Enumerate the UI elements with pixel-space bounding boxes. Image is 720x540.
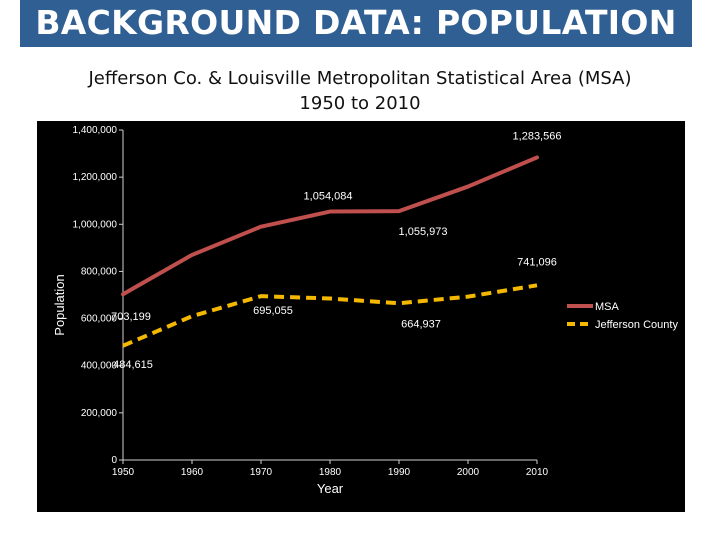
x-tick-label: 1990 (387, 467, 411, 478)
y-tick-label: 400,000 (80, 360, 117, 372)
y-tick-label: 0 (111, 455, 117, 466)
y-tick-label: 1,400,000 (72, 125, 117, 136)
data-label: 484,615 (113, 358, 153, 371)
x-tick-label: 1960 (180, 467, 204, 478)
legend-label: Jefferson County (595, 319, 678, 331)
y-tick-label: 1,200,000 (72, 172, 117, 184)
data-label: 1,055,973 (398, 226, 448, 239)
x-tick-label: 1950 (111, 467, 135, 478)
chart-panel (37, 121, 685, 512)
x-tick-label: 2010 (525, 467, 549, 478)
legend-label: MSA (595, 301, 619, 313)
x-tick-label: 1970 (249, 467, 273, 478)
x-tick-label: 2000 (456, 467, 480, 478)
data-label: 1,054,084 (303, 190, 353, 203)
msa-series-line (123, 157, 537, 294)
y-tick-label: 1,000,000 (72, 219, 117, 231)
y-tick-label: 600,000 (80, 313, 117, 325)
data-label: 741,096 (517, 256, 557, 269)
subtitle-line-1: Jefferson Co. & Louisville Metropolitan Statistical Area (MSA) (88, 68, 632, 89)
title-banner (20, 0, 692, 47)
jefferson-county-series-line (123, 285, 537, 345)
page-title: BACKGROUND DATA: POPULATION (35, 3, 677, 42)
data-label: 664,937 (401, 318, 441, 331)
population-line-chart (37, 121, 685, 512)
x-tick-label: 1980 (318, 467, 342, 478)
y-axis-title: Population (52, 274, 67, 336)
subtitle-line-2: 1950 to 2010 (299, 93, 421, 114)
data-label: 1,283,566 (512, 130, 562, 143)
data-label: 703,199 (111, 311, 151, 324)
x-axis-title: Year (316, 481, 344, 496)
y-tick-label: 200,000 (80, 407, 117, 419)
data-label: 695,055 (253, 305, 293, 318)
chart-subtitle (40, 66, 680, 116)
y-tick-label: 800,000 (80, 266, 117, 278)
